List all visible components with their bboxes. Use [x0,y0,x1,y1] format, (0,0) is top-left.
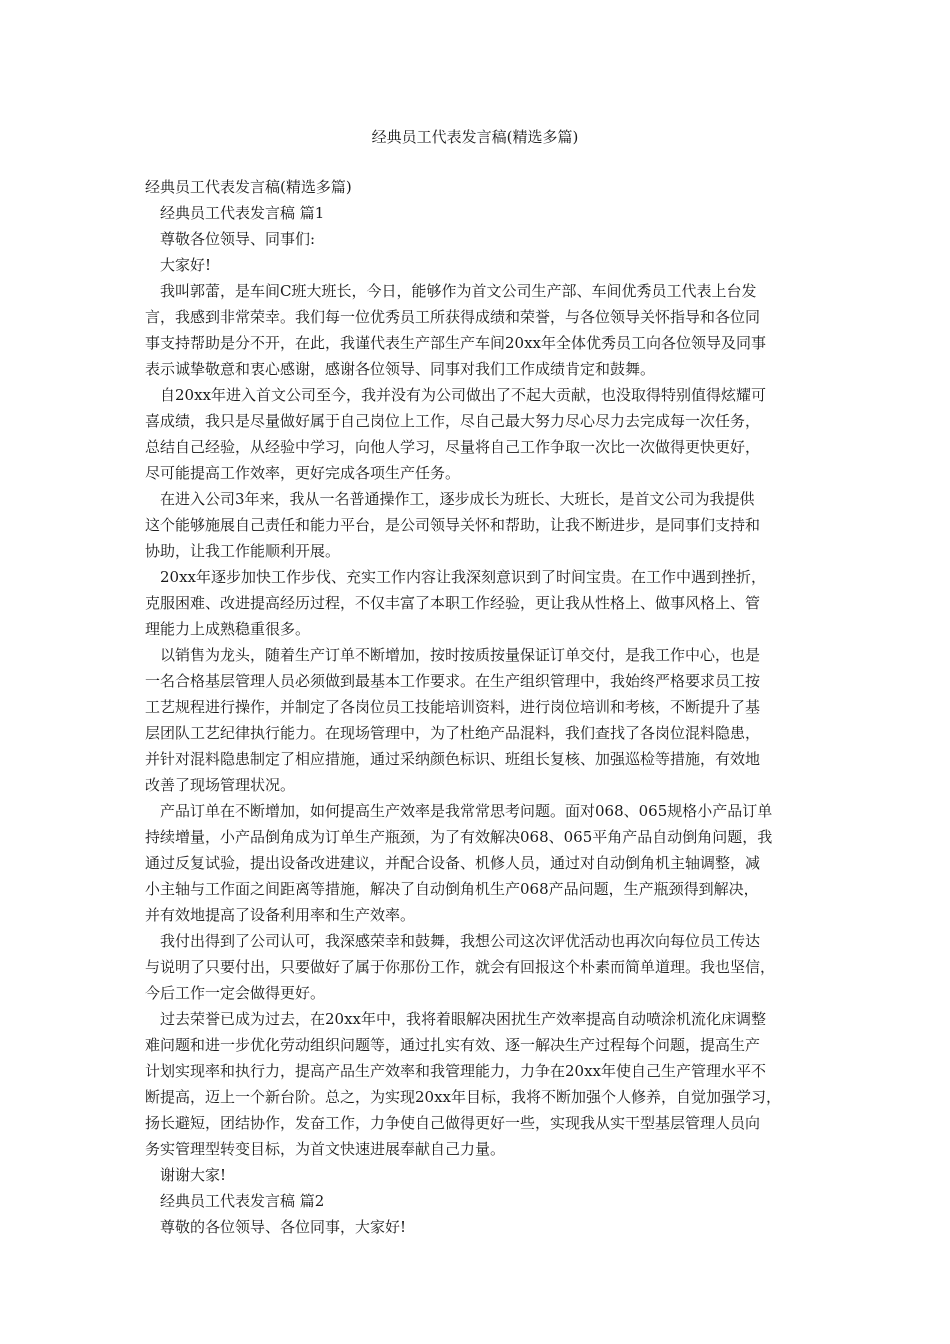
text-line: 与说明了只要付出，只要做好了属于你那份工作，就会有回报这个朴素而简单道理。我也坚信， [145,958,776,976]
text-line: 断提高，迈上一个新台阶。总之，为实现20xx年目标，我将不断加强个人修养，自觉加强学习， [145,1088,782,1106]
document-body [145,174,825,1240]
text-line: 计划实现率和执行力，提高产品生产效率和我管理能力，力争在20xx年使自己生产管理水平不 [145,1062,767,1080]
text-line: 改善了现场管理状况。 [145,776,296,794]
text-line: 20xx年逐步加快工作步伐、充实工作内容让我深刻意识到了时间宝贵。在工作中遇到挫折， [160,568,767,586]
text-line: 过去荣誉已成为过去，在20xx年中，我将着眼解决困扰生产效率提高自动喷涂机流化床调整 [160,1010,767,1028]
closing-line: 谢谢大家! [160,1166,227,1184]
greeting-line: 大家好! [160,256,212,274]
text-line: 务实管理型转变目标，为首文快速进展奉献自己力量。 [145,1140,506,1158]
salutation-line: 尊敬各位领导、同事们: [160,230,316,248]
text-line: 持续增量，小产品倒角成为订单生产瓶颈，为了有效解决068、065平角产品自动倒角问题，我 [145,828,773,846]
text-line: 事支持帮助是分不开，在此，我谨代表生产部生产车间20xx年全体优秀员工向各位领导及同事 [145,334,767,352]
text-line: 尽可能提高工作效率，更好完成各项生产任务。 [145,464,461,482]
text-line: 扬长避短，团结协作，发奋工作，力争使自己做得更好一些，实现我从实干型基层管理人员向 [145,1114,761,1132]
text-line: 克服困难、改进提高经历过程，不仅丰富了本职工作经验，更让我从性格上、做事风格上、管 [145,594,761,612]
text-line: 并针对混料隐患制定了相应措施，通过采纳颜色标识、班组长复核、加强巡检等措施，有效地 [145,750,761,768]
text-line: 一名合格基层管理人员必须做到最基本工作要求。在生产组织管理中，我始终严格要求员工按 [145,672,761,690]
text-line: 自20xx年进入首文公司至今，我并没有为公司做出了不起大贡献，也没取得特别值得炫耀可 [160,386,767,404]
text-line: 这个能够施展自己责任和能力平台，是公司领导关怀和帮助，让我不断进步，是同事们支持和 [145,516,761,534]
text-line: 小主轴与工作面之间距离等措施，解决了自动倒角机生产068产品问题，生产瓶颈得到解决， [145,880,759,898]
document-title: 经典员工代表发言稿(精选多篇) [371,128,579,146]
heading-line: 经典员工代表发言稿(精选多篇) [145,178,352,196]
text-line: 我叫郭蕾，是车间C班大班长，今日，能够作为首文公司生产部、车间优秀员工代表上台发 [160,282,757,300]
salutation-line: 尊敬的各位领导、各位同事，大家好! [160,1218,407,1236]
text-line: 层团队工艺纪律执行能力。在现场管理中，为了杜绝产品混料，我们查找了各岗位混料隐患， [145,724,761,742]
text-line: 喜成绩，我只是尽量做好属于自己岗位上工作，尽自己最大努力尽心尽力去完成每一次任务， [145,412,761,430]
section-heading: 经典员工代表发言稿 篇1 [160,204,325,222]
text-line: 今后工作一定会做得更好。 [145,984,326,1002]
text-line: 我付出得到了公司认可，我深感荣幸和鼓舞，我想公司这次评优活动也再次向每位员工传达 [160,932,761,950]
text-line: 难问题和进一步优化劳动组织问题等，通过扎实有效、逐一解决生产过程每个问题，提高生产 [145,1036,761,1054]
section-heading: 经典员工代表发言稿 篇2 [160,1192,325,1210]
text-line: 理能力上成熟稳重很多。 [145,620,311,638]
text-line: 工艺规程进行操作，并制定了各岗位员工技能培训资料，进行岗位培训和考核，不断提升了基 [145,698,761,716]
text-line: 协助，让我工作能顺利开展。 [145,542,341,560]
text-line: 总结自己经验，从经验中学习，向他人学习，尽量将自己工作争取一次比一次做得更快更好， [145,438,761,456]
text-line: 言，我感到非常荣幸。我们每一位优秀员工所获得成绩和荣誉，与各位领导关怀指导和各位同 [145,308,761,326]
text-line: 表示诚挚敬意和衷心感谢，感谢各位领导、同事对我们工作成绩肯定和鼓舞。 [145,360,656,378]
text-line: 在进入公司3年来，我从一名普通操作工，逐步成长为班长、大班长，是首文公司为我提供 [160,490,755,508]
text-line: 以销售为龙头，随着生产订单不断增加，按时按质按量保证订单交付，是我工作中心，也是 [160,646,761,664]
text-line: 并有效地提高了设备利用率和生产效率。 [145,906,416,924]
text-line: 通过反复试验，提出设备改进建议，并配合设备、机修人员，通过对自动倒角机主轴调整，减 [145,854,761,872]
text-line: 产品订单在不断增加，如何提高生产效率是我常常思考问题。面对068、065规格小产品订单 [160,802,773,820]
